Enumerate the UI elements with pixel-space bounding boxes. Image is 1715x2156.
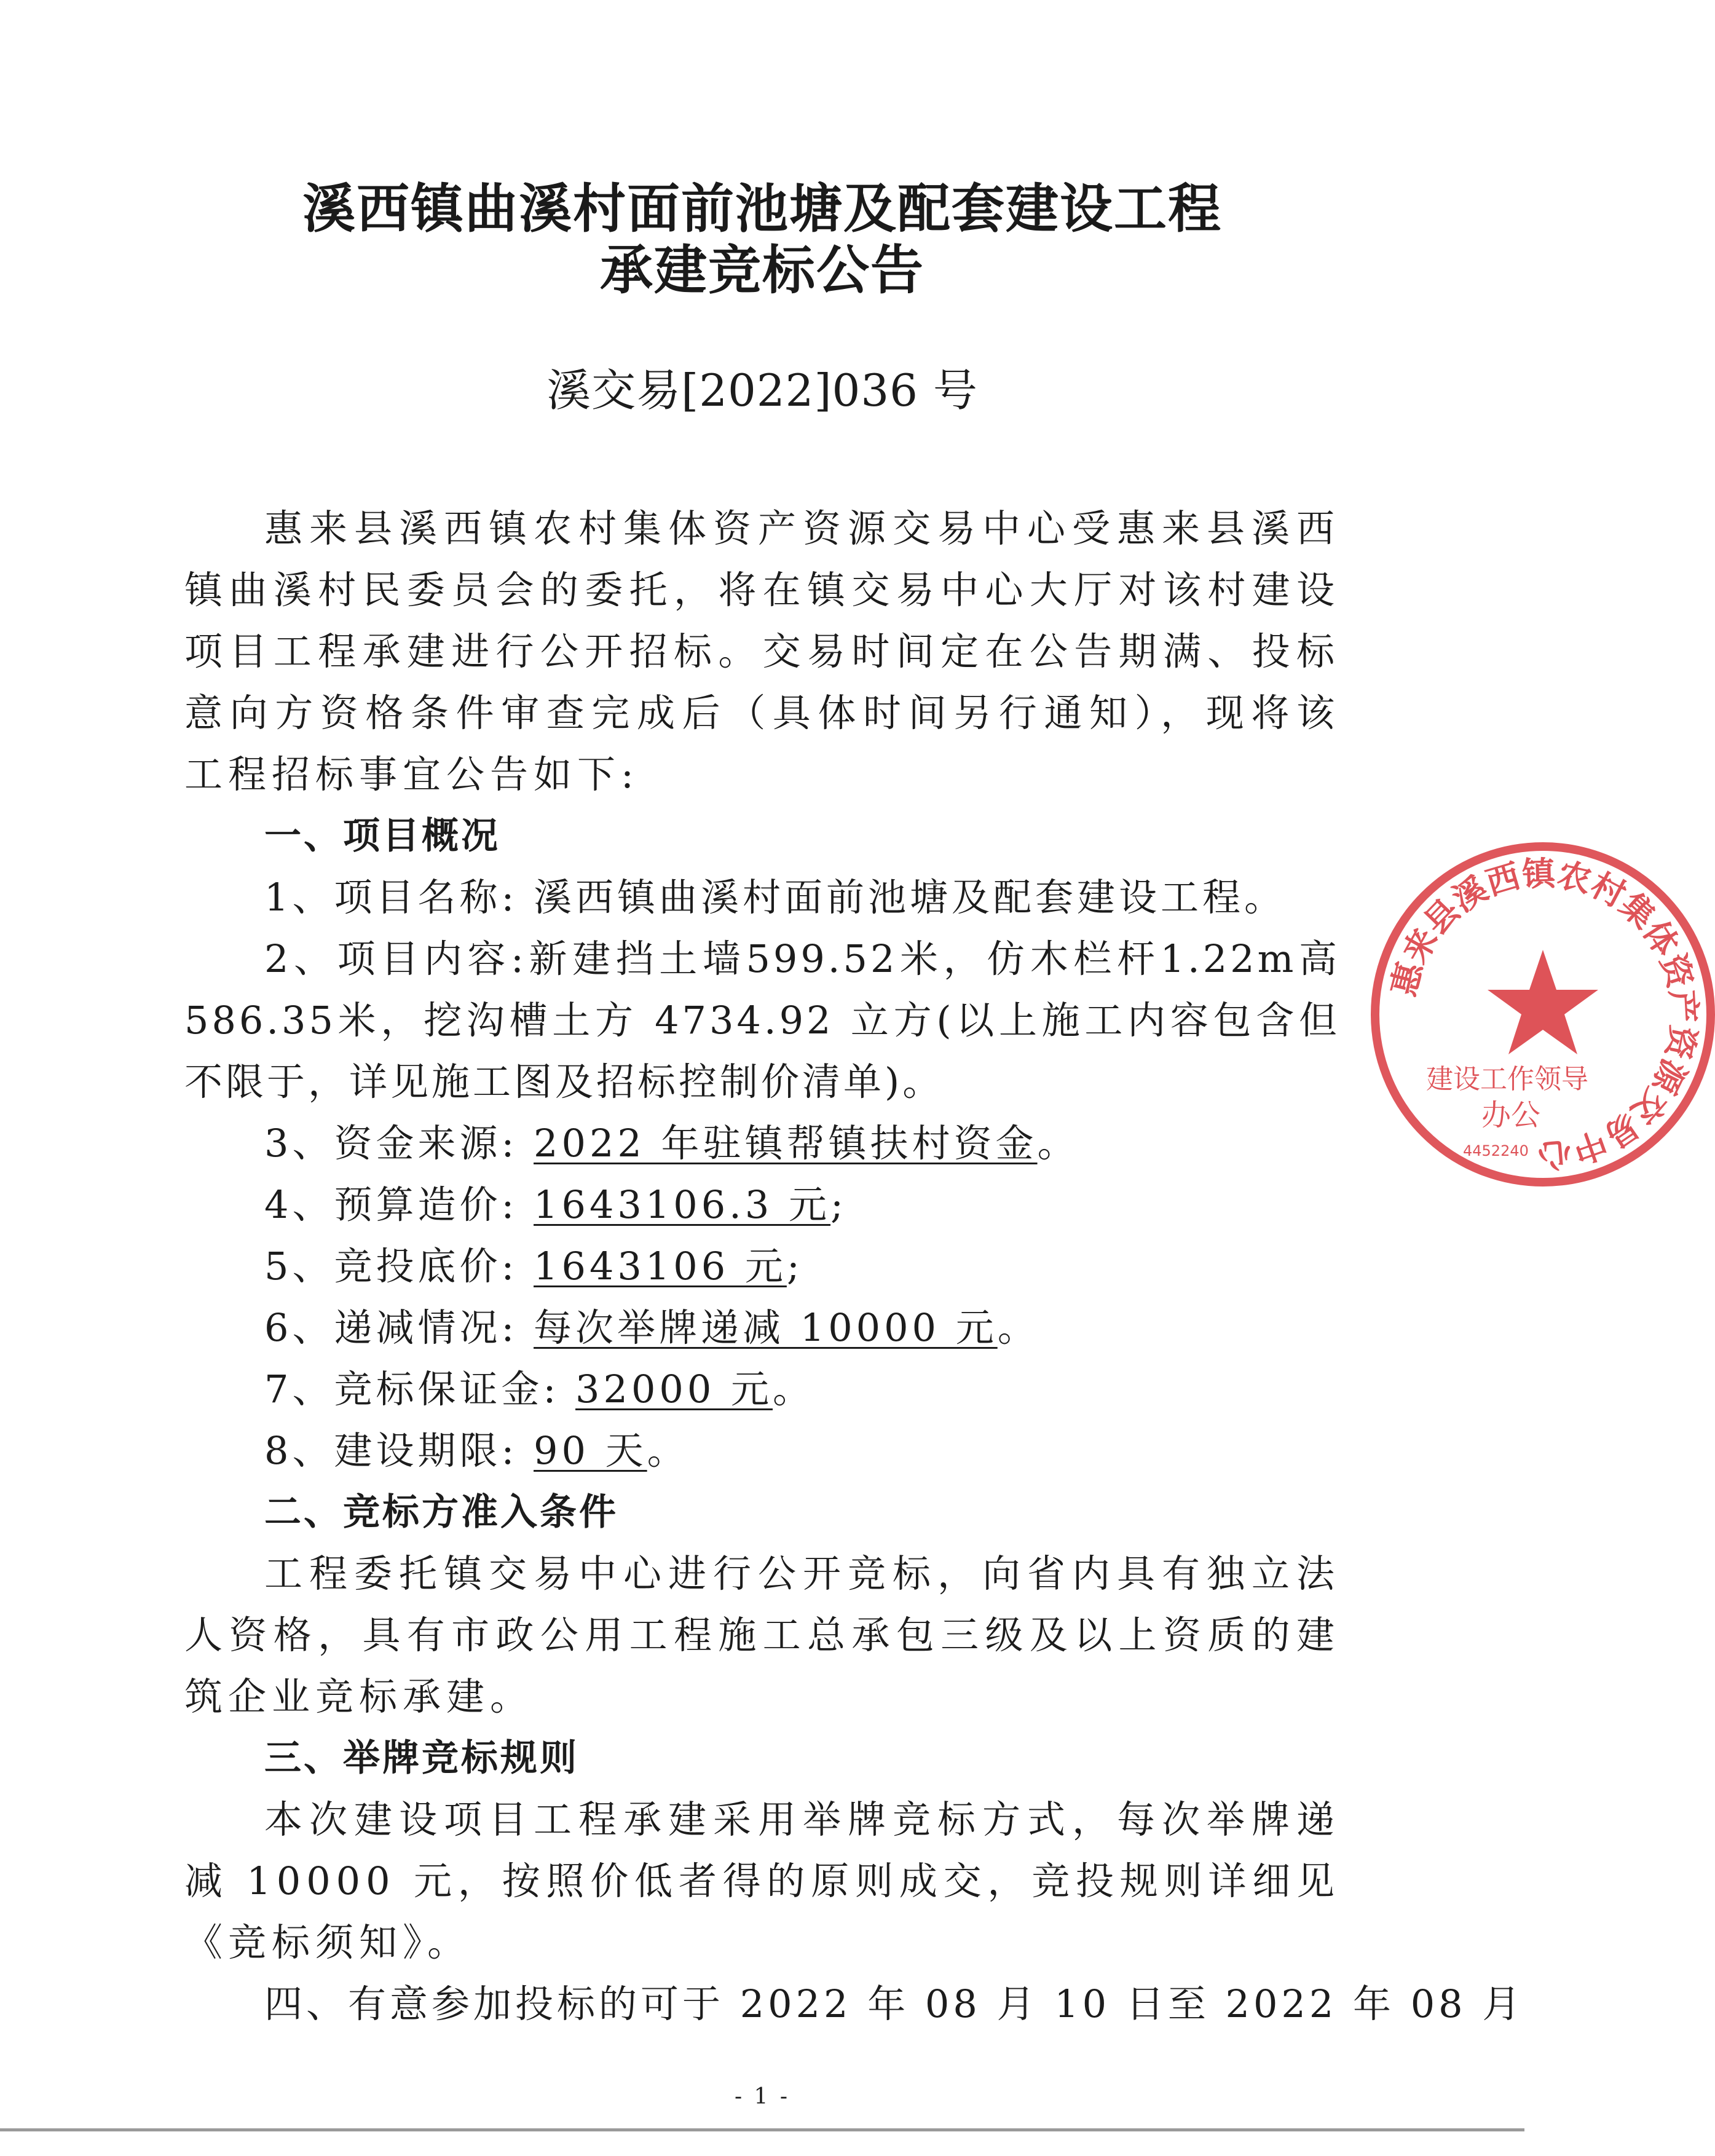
seal-code: 4452240: [1463, 1142, 1529, 1159]
item-project-name: 1、项目名称: 溪西镇曲溪村面前池塘及配套建设工程。: [264, 875, 1287, 920]
section-2-text: 工程委托镇交易中心进行公开竞标，向省内具有独立法人资格，具有市政公用工程施工总承包三级及以上资质的建筑企业竞标承建。: [184, 1551, 1340, 1719]
duration-label: 8、建设期限:: [264, 1428, 534, 1473]
item-project-content: 2、项目内容:新建挡土墙599.52米，仿木栏杆1.22m高586.35米，挖沟槽土方 4734.92 立方(以上施工内容包含但不限于，详见施工图及招标控制价清单)。: [184, 936, 1340, 1104]
section-1-heading: 一、项目概况: [264, 815, 500, 858]
deposit-end: 。: [773, 1367, 815, 1412]
decrement-value: 每次举牌递减 10000 元: [534, 1305, 998, 1350]
decrement-end: 。: [997, 1305, 1039, 1350]
page-number: - 1 -: [734, 2084, 790, 2109]
budget-end: ;: [830, 1182, 847, 1227]
item-base-price: [184, 1236, 1340, 1297]
official-seal: [1371, 842, 1715, 1187]
deposit-label: 7、竞标保证金:: [264, 1367, 576, 1412]
item-duration: [184, 1420, 1340, 1482]
budget-label: 4、预算造价:: [264, 1182, 534, 1227]
item-funding-source: [184, 1113, 1340, 1174]
duration-end: 。: [647, 1428, 689, 1473]
funding-source-end: 。: [1037, 1121, 1079, 1166]
document-number: 溪交易[2022]036 号: [546, 365, 978, 416]
section-4-text: 四、有意参加投标的可于 2022 年 08 月 10 日至 2022 年 08 月: [264, 1981, 1524, 2026]
item-decrement: [184, 1297, 1340, 1359]
item-budget: [184, 1174, 1340, 1236]
item-deposit: [184, 1359, 1340, 1420]
title-line-2: 承建竞标公告: [600, 239, 925, 301]
funding-source-value: 2022 年驻镇帮镇扶村资金: [534, 1121, 1038, 1166]
budget-value: 1643106.3 元: [534, 1182, 831, 1227]
deposit-value: 32000 元: [575, 1367, 773, 1412]
base-price-value: 1643106 元: [534, 1244, 787, 1289]
section-2-heading: 二、竞标方准入条件: [264, 1491, 618, 1534]
base-price-label: 5、竞投底价:: [264, 1244, 534, 1289]
duration-value: 90 天: [534, 1428, 647, 1473]
intro-paragraph: 惠来县溪西镇农村集体资产资源交易中心受惠来县溪西镇曲溪村民委员会的委托，将在镇交易中心大厅对该村建设项目工程承建进行公开招标。交易时间定在公告期满、投标意向方资格条件审查完成后（具体时间另行通知），现将该工程招标事宜公告如下:: [184, 506, 1340, 797]
seal-star-icon: [1488, 950, 1598, 1054]
seal-inner-text-2: 办公: [1481, 1098, 1541, 1132]
decrement-label: 6、递减情况:: [264, 1305, 534, 1350]
section-3-heading: 三、举牌竞标规则: [264, 1737, 579, 1780]
section-3-text: 本次建设项目工程承建采用举牌竞标方式，每次举牌递减 10000 元，按照价低者得的原则成交，竞投规则详细见《竞标须知》。: [184, 1797, 1340, 1965]
scan-edge-line: [0, 2128, 1524, 2131]
title-line-1: 溪西镇曲溪村面前池塘及配套建设工程: [302, 178, 1222, 240]
seal-inner-text-1: 建设工作领导: [1426, 1064, 1588, 1095]
seal-graphic: [1371, 842, 1715, 1187]
seal-ring-textpath: 惠来县溪西镇农村集体资产资源交易中心: [1383, 853, 1705, 1176]
base-price-end: ;: [786, 1244, 803, 1289]
funding-source-label: 3、资金来源:: [264, 1121, 534, 1166]
